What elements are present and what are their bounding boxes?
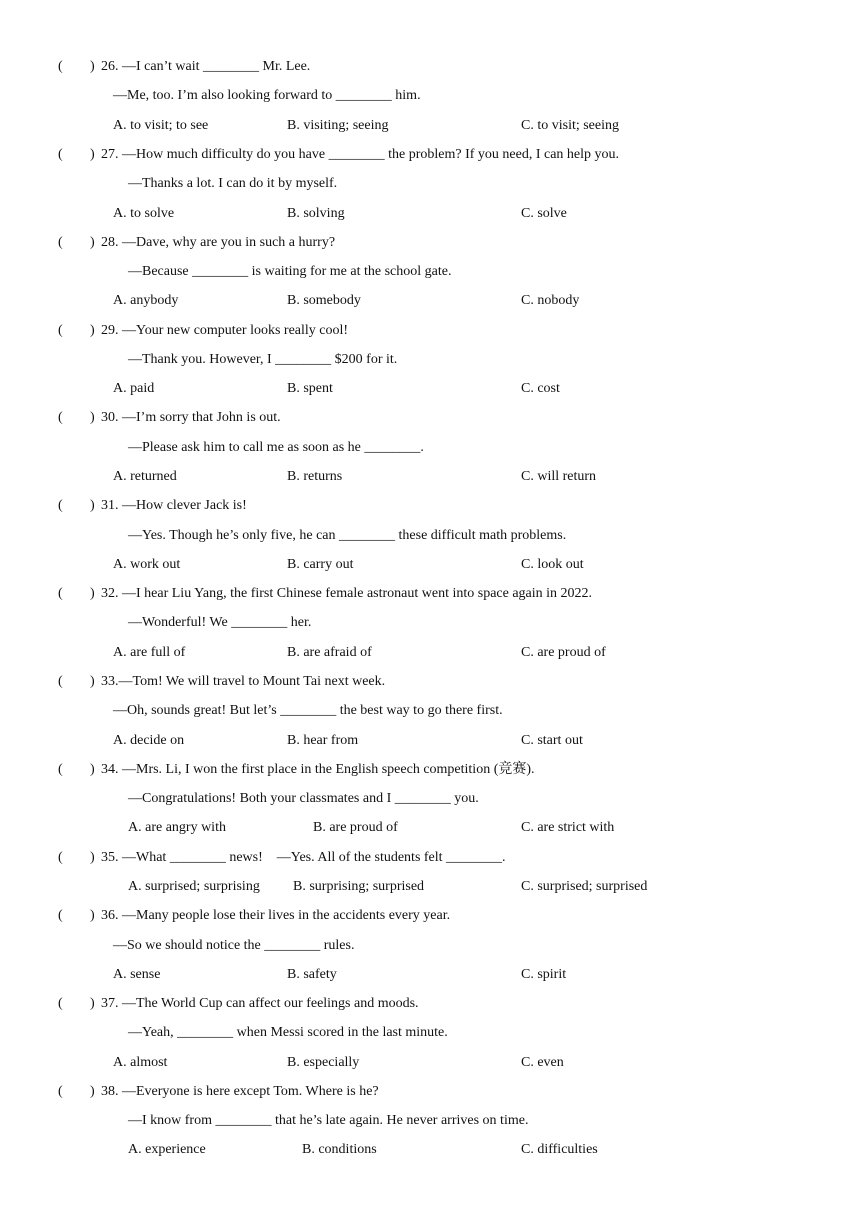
question-text: 27. —How much difficulty do you have ________ the problem? If you need, I can help you. bbox=[101, 147, 620, 162]
answer-paren-open: ( bbox=[58, 147, 63, 162]
option-a: A. to solve bbox=[113, 206, 175, 221]
answer-paren-open: ( bbox=[58, 235, 63, 250]
question-text: 35. —What ________ news! —Yes. All of the students felt ________. bbox=[101, 850, 506, 865]
option-c: C. difficulties bbox=[521, 1142, 598, 1157]
option-b: B. are proud of bbox=[313, 820, 398, 835]
question-28-reply: —Because ________ is waiting for me at the school gate. bbox=[128, 264, 452, 279]
option-a: A. paid bbox=[113, 381, 155, 396]
answer-paren-open: ( bbox=[58, 586, 63, 601]
option-a: A. surprised; surprising bbox=[128, 879, 260, 894]
option-c: C. even bbox=[521, 1055, 564, 1070]
option-b: B. are afraid of bbox=[287, 645, 372, 660]
answer-paren-close: ) bbox=[90, 1084, 95, 1099]
option-b: B. carry out bbox=[287, 557, 354, 572]
option-c: C. nobody bbox=[521, 293, 580, 308]
answer-paren-open: ( bbox=[58, 996, 63, 1011]
question-34-reply: —Congratulations! Both your classmates and I ________ you. bbox=[128, 791, 479, 806]
question-text: 36. —Many people lose their lives in the accidents every year. bbox=[101, 908, 451, 923]
option-c: C. start out bbox=[521, 733, 583, 748]
answer-paren-close: ) bbox=[90, 850, 95, 865]
answer-paren-open: ( bbox=[58, 908, 63, 923]
answer-paren-open: ( bbox=[58, 850, 63, 865]
option-a: A. anybody bbox=[113, 293, 179, 308]
option-a: A. are angry with bbox=[128, 820, 226, 835]
question-text: 29. —Your new computer looks really cool! bbox=[101, 323, 349, 338]
option-c: C. spirit bbox=[521, 967, 567, 982]
question-27-reply: —Thanks a lot. I can do it by myself. bbox=[128, 176, 338, 191]
option-b: B. surprising; surprised bbox=[293, 879, 425, 894]
question-31-reply: —Yes. Though he’s only five, he can ________ these difficult math problems. bbox=[128, 528, 567, 543]
answer-paren-close: ) bbox=[90, 59, 95, 74]
question-text: 34. —Mrs. Li, I won the first place in the English speech competition (竞赛). bbox=[101, 762, 535, 777]
answer-paren-close: ) bbox=[90, 996, 95, 1011]
question-text: 38. —Everyone is here except Tom. Where is he? bbox=[101, 1084, 379, 1099]
question-32-reply: —Wonderful! We ________ her. bbox=[128, 615, 312, 630]
option-b: B. especially bbox=[287, 1055, 360, 1070]
answer-paren-close: ) bbox=[90, 586, 95, 601]
option-c: C. are strict with bbox=[521, 820, 615, 835]
question-text: 30. —I’m sorry that John is out. bbox=[101, 410, 281, 425]
option-c: C. cost bbox=[521, 381, 560, 396]
answer-paren-close: ) bbox=[90, 235, 95, 250]
option-b: B. safety bbox=[287, 967, 337, 982]
answer-paren-open: ( bbox=[58, 674, 63, 689]
question-text: 28. —Dave, why are you in such a hurry? bbox=[101, 235, 336, 250]
question-26-reply: —Me, too. I’m also looking forward to ________ him. bbox=[113, 88, 421, 103]
question-36-reply: —So we should notice the ________ rules. bbox=[113, 938, 355, 953]
question-text: 33.—Tom! We will travel to Mount Tai next week. bbox=[101, 674, 386, 689]
option-a: A. sense bbox=[113, 967, 161, 982]
option-a: A. decide on bbox=[113, 733, 185, 748]
option-b: B. spent bbox=[287, 381, 333, 396]
answer-paren-close: ) bbox=[90, 908, 95, 923]
option-b: B. somebody bbox=[287, 293, 361, 308]
option-a: A. returned bbox=[113, 469, 177, 484]
answer-paren-open: ( bbox=[58, 323, 63, 338]
option-a: A. are full of bbox=[113, 645, 186, 660]
question-text: 26. —I can’t wait ________ Mr. Lee. bbox=[101, 59, 311, 74]
question-37-reply: —Yeah, ________ when Messi scored in the last minute. bbox=[128, 1025, 448, 1040]
option-b: B. visiting; seeing bbox=[287, 118, 389, 133]
option-a: A. to visit; to see bbox=[113, 118, 209, 133]
question-29-reply: —Thank you. However, I ________ $200 for it. bbox=[128, 352, 398, 367]
question-text: 31. —How clever Jack is! bbox=[101, 498, 247, 513]
answer-paren-close: ) bbox=[90, 147, 95, 162]
answer-paren-close: ) bbox=[90, 762, 95, 777]
option-c: C. to visit; seeing bbox=[521, 118, 619, 133]
question-30-reply: —Please ask him to call me as soon as he ________. bbox=[128, 440, 424, 455]
answer-paren-open: ( bbox=[58, 1084, 63, 1099]
answer-paren-open: ( bbox=[58, 410, 63, 425]
answer-paren-open: ( bbox=[58, 498, 63, 513]
option-a: A. almost bbox=[113, 1055, 168, 1070]
answer-paren-open: ( bbox=[58, 59, 63, 74]
option-b: B. returns bbox=[287, 469, 343, 484]
answer-paren-close: ) bbox=[90, 323, 95, 338]
option-c: C. surprised; surprised bbox=[521, 879, 648, 894]
option-a: A. work out bbox=[113, 557, 181, 572]
answer-paren-close: ) bbox=[90, 674, 95, 689]
answer-paren-open: ( bbox=[58, 762, 63, 777]
option-c: C. will return bbox=[521, 469, 597, 484]
question-38-reply: —I know from ________ that he’s late again. He never arrives on time. bbox=[128, 1113, 529, 1128]
answer-paren-close: ) bbox=[90, 410, 95, 425]
question-text: 32. —I hear Liu Yang, the first Chinese female astronaut went into space again in 2022. bbox=[101, 586, 593, 601]
option-a: A. experience bbox=[128, 1142, 206, 1157]
option-b: B. hear from bbox=[287, 733, 359, 748]
option-b: B. conditions bbox=[302, 1142, 377, 1157]
option-c: C. look out bbox=[521, 557, 584, 572]
option-c: C. solve bbox=[521, 206, 567, 221]
question-text: 37. —The World Cup can affect our feelings and moods. bbox=[101, 996, 419, 1011]
answer-paren-close: ) bbox=[90, 498, 95, 513]
option-c: C. are proud of bbox=[521, 645, 606, 660]
option-b: B. solving bbox=[287, 206, 345, 221]
question-33-reply: —Oh, sounds great! But let’s ________ the best way to go there first. bbox=[113, 703, 503, 718]
